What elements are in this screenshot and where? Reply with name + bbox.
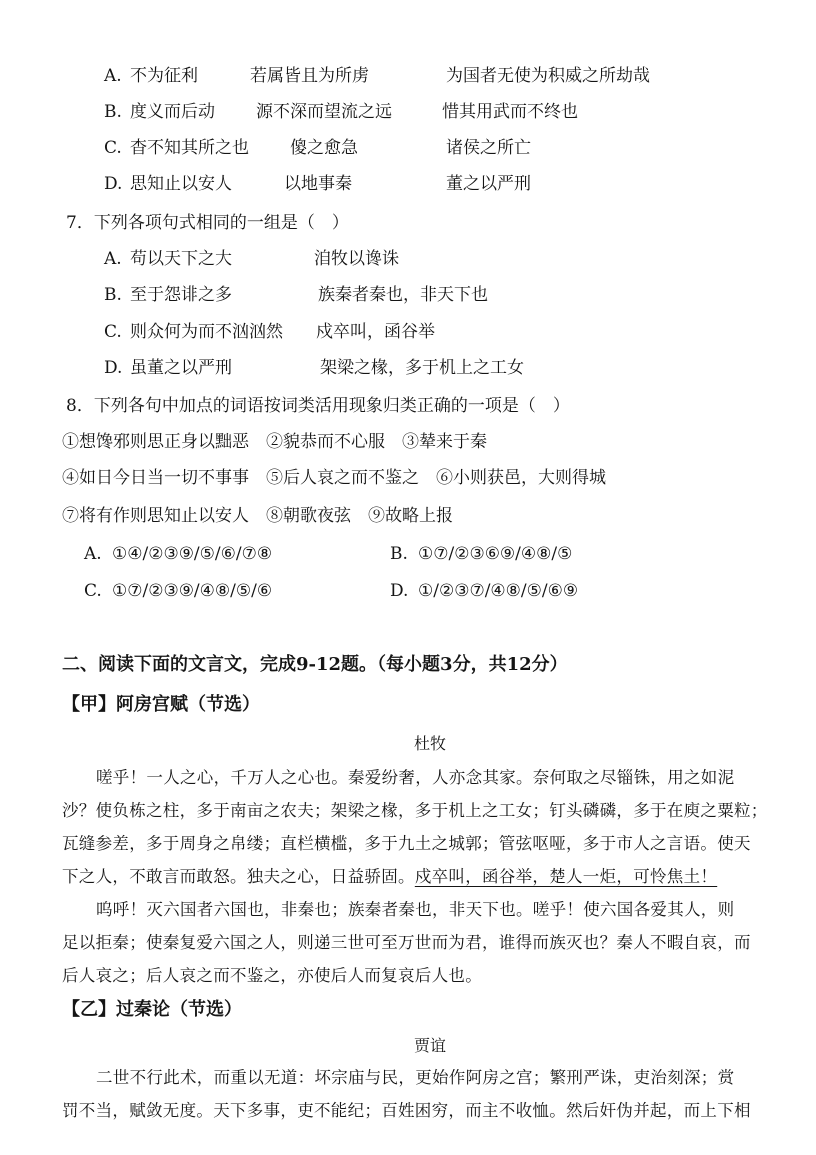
q6-d-item-3: 董之以严刑 [446, 174, 531, 194]
q6-option-d: D. 思知止以安人 以地事秦 董之以严刑 [104, 174, 531, 194]
q7-b-item-2: 族秦者秦也，非天下也 [318, 285, 488, 305]
q7-c-item-1: 则众何为而不汹汹然 [130, 322, 283, 342]
passage-b-line-2: 罚不当，赋敛无度。天下多事，吏不能纪；百姓困穷，而主不收恤。然后奸伪并起，而上下相 [62, 1101, 751, 1120]
section-title: 二、阅读下面的文言文，完成9-12题。（每小题3分，共12分） [62, 654, 568, 675]
q6-d-item-2: 以地事秦 [284, 174, 352, 194]
q7-option-b: B. 至于怨诽之多 族秦者秦也，非天下也 [104, 285, 488, 305]
q7-option-c: C. 则众何为而不汹汹然 戍卒叫，函谷举 [104, 322, 435, 342]
q7-d-item-2: 架梁之椽，多于机上之工女 [320, 358, 524, 378]
q6-a-item-1: 不为征利 [130, 66, 198, 86]
q7-option-a: A. 苟以天下之大 洎牧以谗诛 [104, 249, 399, 269]
q7-c-item-2: 戍卒叫，函谷举 [316, 322, 435, 342]
q6-b-item-1: 度义而后动 [130, 102, 215, 122]
passage-b-title: 【乙】过秦论（节选） [62, 999, 242, 1020]
passage-b-line-1: 二世不行此术，而重以无道：坏宗庙与民，更始作阿房之宫；繁刑严诛，吏治刻深；赏 [96, 1068, 735, 1087]
q8-stem: 8．下列各句中加点的词语按词类活用现象归类正确的一项是（ ） [66, 396, 570, 416]
q7-option-d: D. 虽董之以严刑 架梁之椽，多于机上之工女 [104, 358, 524, 378]
q6-c-item-1: 杳不知其所之也 [130, 138, 249, 158]
q6-c-item-3: 诸侯之所亡 [446, 138, 531, 158]
q6-c-item-2: 傻之愈急 [290, 138, 358, 158]
passage-a-line-2: 沙？使负栋之柱，多于南亩之农夫；架梁之椽，多于机上之工女；钉头磷磷，多于在庾之粟粒； [62, 801, 768, 820]
passage-a-line-7: 后人哀之；后人哀之而不鉴之，亦使后人而复哀后人也。 [62, 966, 482, 985]
passage-a-line-6: 足以拒秦；使秦复爱六国之人，则递三世可至万世而为君，谁得而族灭也？秦人不暇自哀，而 [62, 933, 751, 952]
passage-a-line-3: 瓦缝参差，多于周身之帛缕；直栏横槛，多于九土之城郭；管弦呕哑，多于市人之言语。使天 [62, 834, 751, 853]
q7-b-item-1: 至于怨诽之多 [130, 285, 232, 305]
q8-option-b: B. ①⑦/②③⑥⑨/④⑧/⑤ [390, 544, 573, 564]
q6-d-item-1: 思知止以安人 [130, 174, 232, 194]
q6-a-item-3: 为国者无使为积威之所劫哉 [446, 66, 650, 86]
q8-sentences-line-3: ⑦将有作则思知止以安人 ⑧朝歌夜弦 ⑨故略上报 [62, 506, 453, 526]
passage-a-line-4: 下之人，不敢言而敢怒。独夫之心，日益骄固。戍卒叫，函谷举，楚人一炬，可怜焦土！ [62, 867, 718, 886]
q6-a-item-2: 若属皆且为所虏 [250, 66, 369, 86]
q6-b-item-3: 惜其用武而不终也 [442, 102, 578, 122]
q6-b-item-2: 源不深而望流之远 [256, 102, 392, 122]
q8-option-d: D. ①/②③⑦/④⑧/⑤/⑥⑨ [390, 581, 579, 601]
q8-sentences-line-2: ④如日今日当一切不事事 ⑤后人哀之而不鉴之 ⑥小则获邑，大则得城 [62, 468, 606, 488]
q7-a-item-1: 苟以天下之大 [130, 249, 232, 269]
q6-option-b: B. 度义而后动 源不深而望流之远 惜其用武而不终也 [104, 102, 578, 122]
q8-option-c: C. ①⑦/②③⑨/④⑧/⑤/⑥ [84, 581, 273, 601]
q8-sentences-line-1: ①想馋邪则思正身以黜恶 ②貌恭而不心服 ③辇来于秦 [62, 432, 487, 452]
q7-a-item-2: 洎牧以谗诛 [314, 249, 399, 269]
underlined-sentence: 戍卒叫，函谷举，楚人一炬，可怜焦土！ [414, 867, 718, 886]
passage-a-line-1: 嗟乎！一人之心，千万人之心也。秦爱纷奢，人亦念其家。奈何取之尽锱铢，用之如泥 [96, 768, 735, 787]
q8-option-a: A. ①④/②③⑨/⑤/⑥/⑦⑧ [84, 544, 273, 564]
q7-d-item-1: 虽董之以严刑 [130, 358, 232, 378]
q7-stem: 7．下列各项句式相同的一组是（ ） [66, 213, 349, 233]
passage-b-author: 贾谊 [414, 1036, 447, 1055]
q6-option-a: A. 不为征利 若属皆且为所虏 为国者无使为积威之所劫哉 [104, 66, 650, 86]
passage-a-author: 杜牧 [414, 734, 447, 753]
q6-option-c: C. 杳不知其所之也 傻之愈急 诸侯之所亡 [104, 138, 531, 158]
passage-a-title: 【甲】阿房宫赋（节选） [62, 694, 260, 715]
passage-a-line-5: 呜呼！灭六国者六国也，非秦也；族秦者秦也，非天下也。嗟乎！使六国各爱其人，则 [96, 900, 735, 919]
